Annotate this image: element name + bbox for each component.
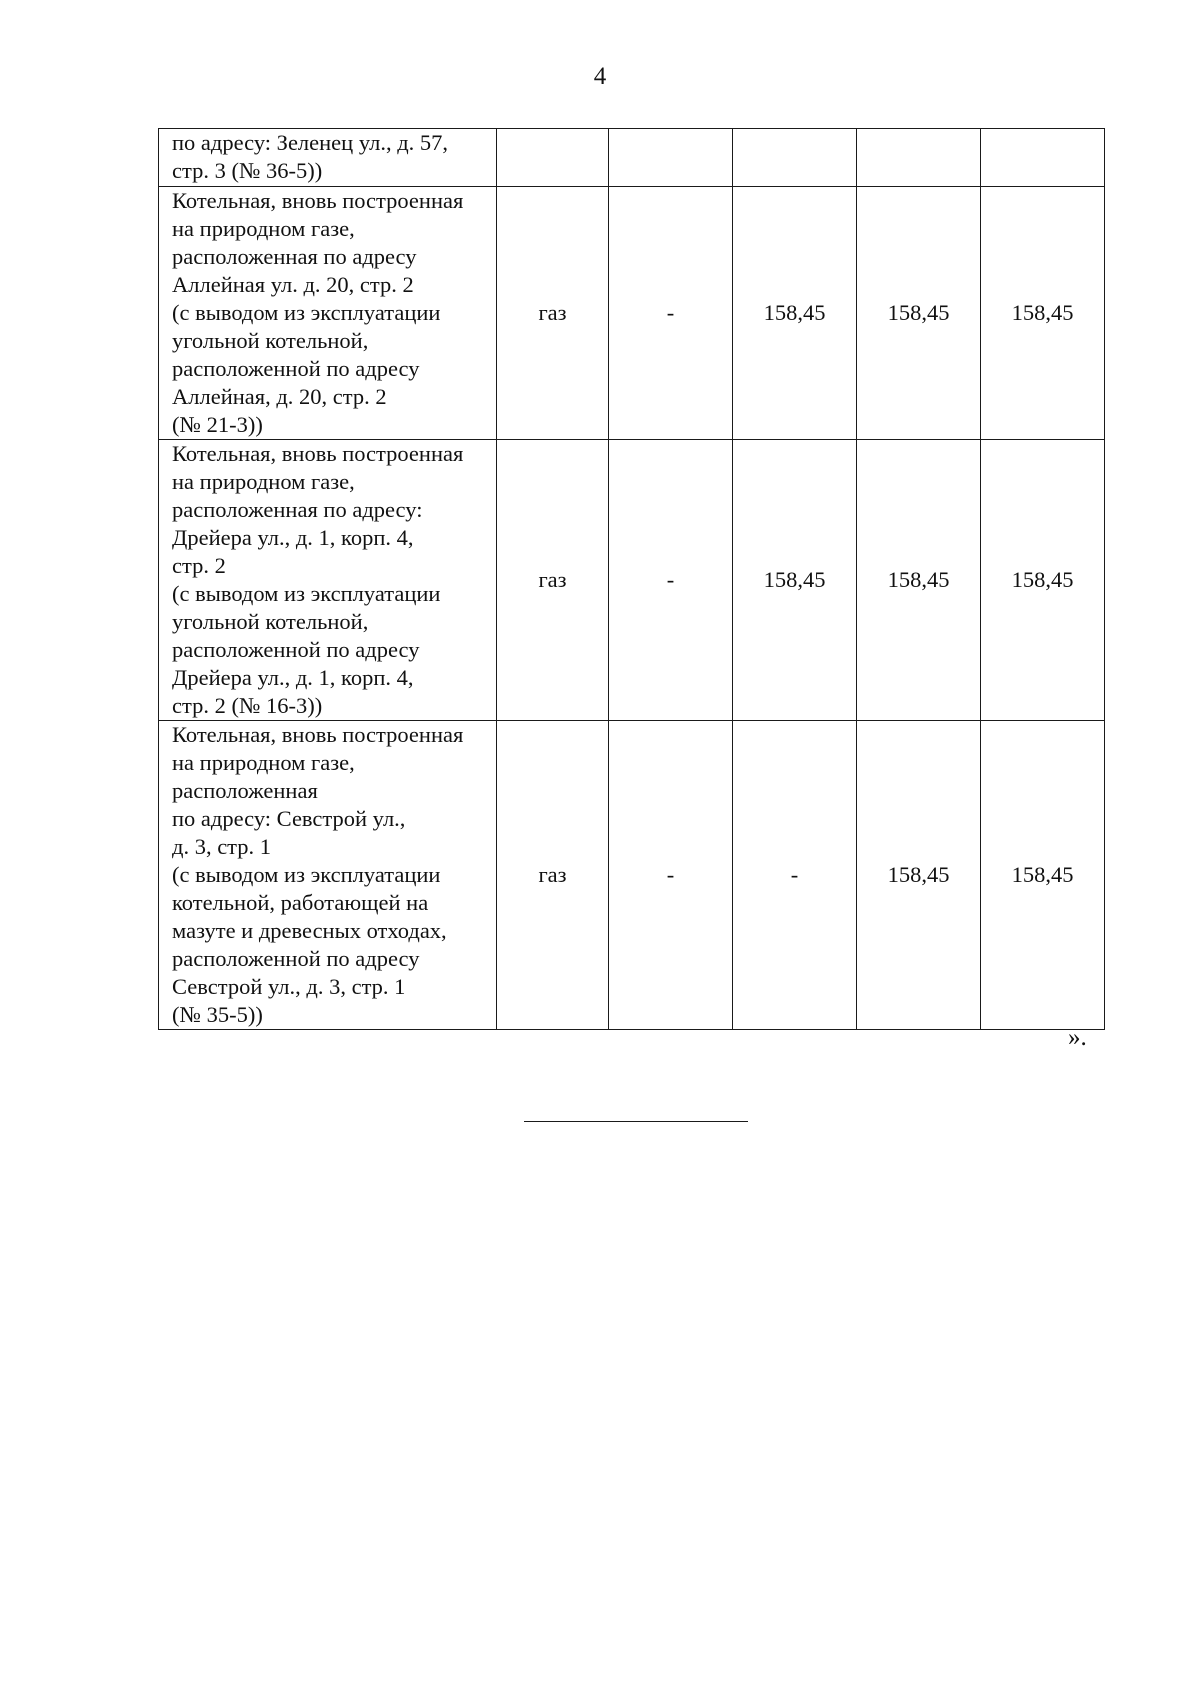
description-line: (с выводом из эксплуатации [172, 581, 441, 606]
table-row [159, 440, 1105, 721]
cell-description [159, 721, 497, 1030]
cell-value: 158,45 [733, 187, 857, 440]
description-line: по адресу: Зеленец ул., д. 57, [172, 130, 449, 155]
cell-value: - [609, 721, 733, 1030]
description-line: Севстрой ул., д. 3, стр. 1 [172, 974, 406, 999]
cell-fuel: газ [497, 721, 609, 1030]
description-line: расположенной по адресу [172, 637, 420, 662]
description-line: (с выводом из эксплуатации [172, 300, 441, 325]
description-line: (с выводом из эксплуатации [172, 862, 441, 887]
cell-description [159, 129, 497, 187]
cell-description [159, 440, 497, 721]
description-line: Дрейера ул., д. 1, корп. 4, [172, 665, 414, 690]
description-line: (№ 35-5)) [172, 1002, 263, 1027]
description-line: на природном газе, [172, 469, 355, 494]
cell-value: - [609, 187, 733, 440]
cell-value: - [609, 440, 733, 721]
cell-fuel [497, 129, 609, 187]
description-line: угольной котельной, [172, 328, 369, 353]
description-line: стр. 2 [172, 553, 226, 578]
description-line: Котельная, вновь построенная [172, 722, 464, 747]
cell-value: 158,45 [857, 187, 981, 440]
cell-value: - [733, 721, 857, 1030]
description-line: мазуте и древесных отходах, [172, 918, 447, 943]
description-line: Котельная, вновь построенная [172, 188, 464, 213]
description-line: д. 3, стр. 1 [172, 834, 272, 859]
separator-line [524, 1121, 748, 1122]
cell-value: 158,45 [981, 440, 1105, 721]
description-line: расположенная [172, 778, 318, 803]
description-line: на природном газе, [172, 750, 355, 775]
cell-fuel: газ [497, 440, 609, 721]
table-row [159, 187, 1105, 440]
cell-value: 158,45 [857, 721, 981, 1030]
description-line: Котельная, вновь построенная [172, 441, 464, 466]
cell-value: 158,45 [981, 187, 1105, 440]
description-line: Аллейная, д. 20, стр. 2 [172, 384, 387, 409]
cell-value [733, 129, 857, 187]
description-line: по адресу: Севстрой ул., [172, 806, 406, 831]
cell-value: 158,45 [981, 721, 1105, 1030]
description-line: расположенная по адресу: [172, 497, 423, 522]
description-line: угольной котельной, [172, 609, 369, 634]
cell-value [857, 129, 981, 187]
cell-value [609, 129, 733, 187]
cell-value: 158,45 [733, 440, 857, 721]
description-line: расположенной по адресу [172, 946, 420, 971]
description-line: Аллейная ул. д. 20, стр. 2 [172, 272, 414, 297]
description-line: на природном газе, [172, 216, 355, 241]
page-number: 4 [593, 63, 607, 90]
table-row [159, 721, 1105, 1030]
cell-value [981, 129, 1105, 187]
cell-description [159, 187, 497, 440]
table-row [159, 129, 1105, 187]
description-line: расположенная по адресу [172, 244, 417, 269]
tariff-table [158, 128, 1105, 1030]
closing-quote: ». [1068, 1024, 1087, 1051]
description-line: стр. 2 (№ 16-3)) [172, 693, 323, 718]
description-line: стр. 3 (№ 36-5)) [172, 158, 323, 183]
cell-value: 158,45 [857, 440, 981, 721]
description-line: расположенной по адресу [172, 356, 420, 381]
cell-fuel: газ [497, 187, 609, 440]
description-line: котельной, работающей на [172, 890, 429, 915]
description-line: Дрейера ул., д. 1, корп. 4, [172, 525, 414, 550]
description-line: (№ 21-3)) [172, 412, 263, 437]
